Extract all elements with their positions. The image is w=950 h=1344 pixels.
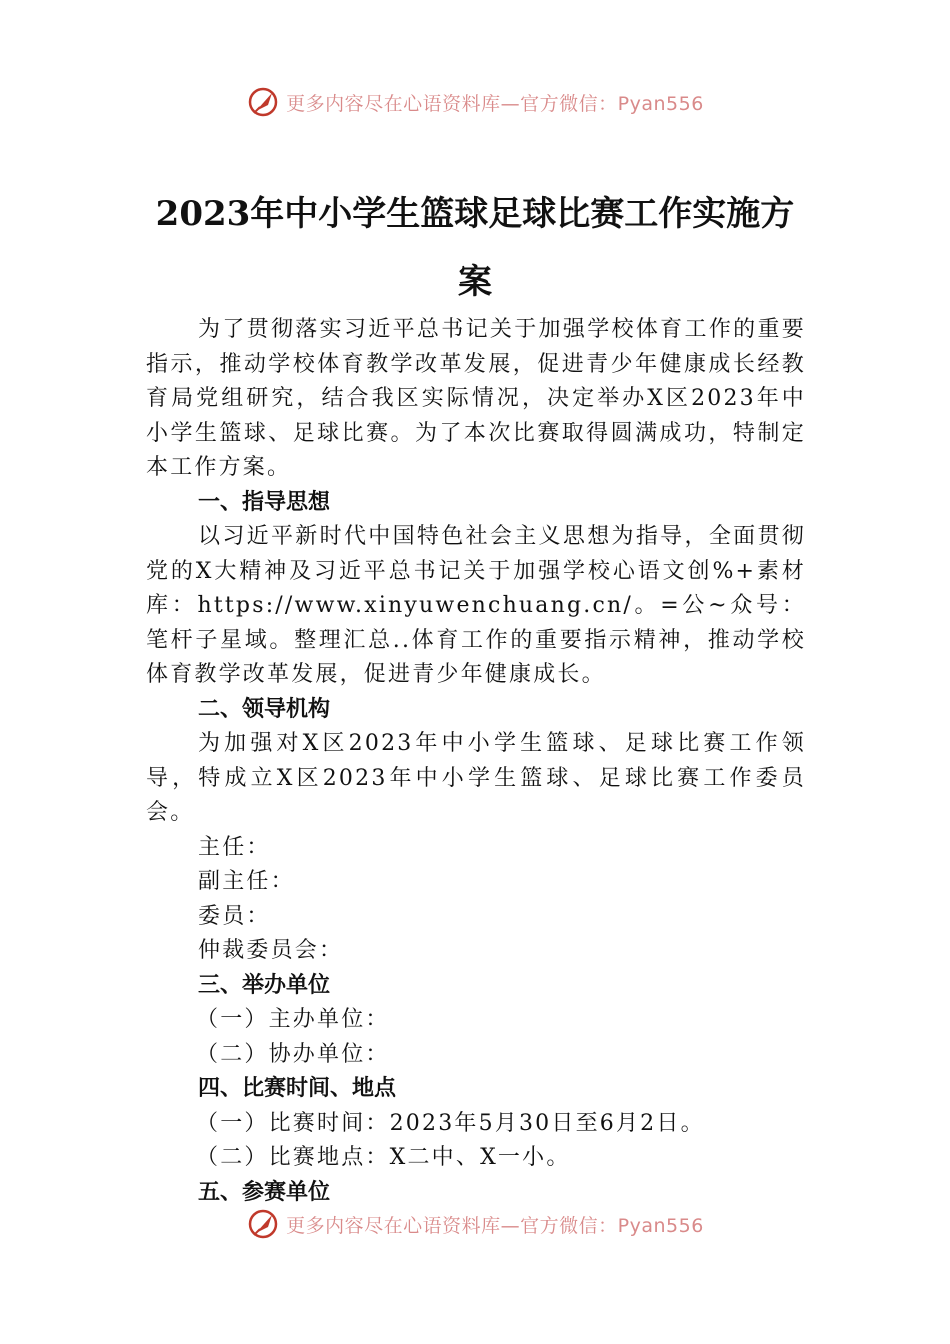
section-heading-organizers: 三、举办单位	[198, 972, 331, 998]
watermark-header	[0, 82, 950, 122]
intro-paragraph: 为了贯彻落实习近平总书记关于加强学校体育工作的重要指示，推动学校体育教学改革发展，促进青少年健康成长经教育局党组研究，结合我区实际情况，决定举办X区2023年中小学生篮球、足球比赛。为了本次比赛取得圆满成功，特制定本工作方案。	[146, 317, 806, 480]
document-title-line-2: 案	[458, 262, 492, 302]
watermark-text: 更多内容尽在心语资料库—官方微信：Pyan556	[286, 92, 704, 115]
leadership-paragraph: 为加强对X区2023年中小学生篮球、足球比赛工作领导，特成立X区2023年中小学生篮球、足球比赛工作委员会。	[146, 731, 806, 825]
document-body	[146, 313, 806, 1210]
list-item-match-location: （二）比赛地点：X二中、X一小。	[196, 1145, 571, 1170]
watermark-text: 更多内容尽在心语资料库—官方微信：Pyan556	[286, 1214, 704, 1237]
document-title-line-1: 2023年中小学生篮球足球比赛工作实施方	[155, 194, 795, 234]
watermark-footer	[0, 1204, 950, 1244]
list-item-director: 主任：	[198, 834, 271, 860]
guiding-thought-paragraph: 以习近平新时代中国特色社会主义思想为指导，全面贯彻党的X大精神及习近平总书记关于加强学校心语文创%+素材库：https://www.xinyuwenchuang.cn/。=公~众号：笔杆子星域。整理汇总..体育工作的重要指示精神，推动学校体育教学改革发展，促进青少年健康成长。	[146, 524, 806, 687]
list-item-members: 委员：	[198, 903, 271, 929]
list-item-arbitration-committee: 仲裁委员会：	[198, 938, 344, 963]
section-heading-time-location: 四、比赛时间、地点	[198, 1076, 397, 1101]
quill-logo-icon	[246, 1207, 280, 1241]
list-item-deputy-director: 副主任：	[198, 869, 295, 894]
list-item-match-time: （一）比赛时间：2023年5月30日至6月2日。	[196, 1110, 705, 1136]
section-heading-leadership: 二、领导机构	[198, 696, 331, 722]
section-heading-guiding-thought: 一、指导思想	[198, 489, 331, 515]
list-item-co-organizer: （二）协办单位：	[196, 1041, 390, 1067]
list-item-host: （一）主办单位：	[196, 1007, 390, 1032]
quill-logo-icon	[246, 85, 280, 119]
section-heading-participants: 五、参赛单位	[198, 1179, 331, 1205]
